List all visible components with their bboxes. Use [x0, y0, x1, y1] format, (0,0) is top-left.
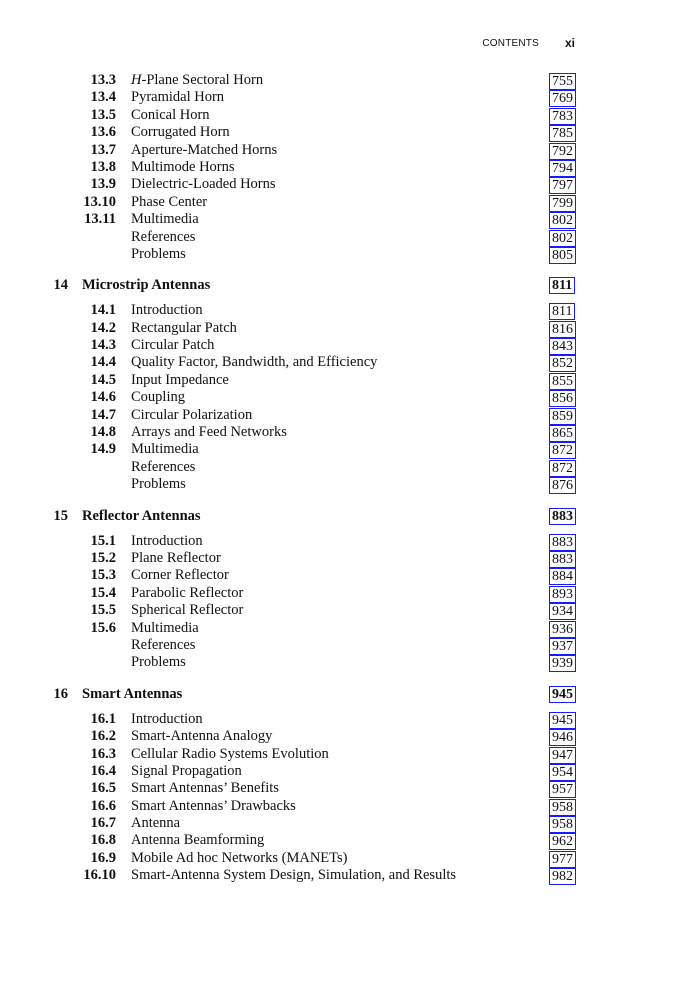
toc-page-link[interactable]: 783	[549, 108, 576, 125]
toc-entry-number: 14	[53, 277, 68, 294]
toc-entry-row	[0, 372, 683, 389]
toc-entry-number: 14.3	[90, 337, 116, 354]
toc-entry-row	[0, 89, 683, 106]
toc-entry-title: Coupling	[131, 389, 185, 406]
toc-entry-row	[0, 711, 683, 728]
toc-entry-title: Smart-Antenna System Design, Simulation, and Results	[131, 867, 457, 884]
toc-entry-row	[0, 585, 683, 602]
toc-entry-number: 13.9	[90, 176, 116, 193]
toc-entry-title: Mobile Ad hoc Networks (MANETs)	[131, 849, 348, 866]
toc-entry-title: Introduction	[131, 302, 203, 319]
toc-entry-row	[0, 302, 683, 319]
toc-entry-title: Arrays and Feed Networks	[131, 424, 287, 441]
header-label: CONTENTS	[482, 38, 539, 49]
toc-page-link[interactable]: 816	[549, 321, 576, 338]
toc-entry-row	[0, 389, 683, 406]
toc-entry-title: Multimedia	[131, 211, 199, 228]
toc-entry-number: 13.10	[83, 193, 116, 210]
toc-entry-number: 16.5	[90, 780, 116, 797]
toc-entry-title: Corrugated Horn	[131, 124, 230, 141]
toc-entry-row	[0, 746, 683, 763]
toc-entry-number: 16.7	[90, 815, 116, 832]
toc-entry-row	[0, 424, 683, 441]
toc-entry-title: Rectangular Patch	[131, 319, 237, 336]
toc-entry-title: Multimode Horns	[131, 158, 235, 175]
toc-entry-number: 16.8	[90, 832, 116, 849]
toc-page-link[interactable]: 962	[549, 833, 576, 850]
toc-page-link[interactable]: 802	[549, 230, 576, 247]
toc-page-link[interactable]: 946	[549, 729, 576, 746]
toc-entry-title: Conical Horn	[131, 106, 210, 123]
toc-entry-title: Spherical Reflector	[131, 602, 244, 619]
running-header	[0, 36, 683, 52]
toc-entry-title: Input Impedance	[131, 371, 229, 388]
toc-entry-row	[0, 763, 683, 780]
toc-entry-row	[0, 850, 683, 867]
toc-entry-title: Corner Reflector	[131, 567, 229, 584]
toc-page-link[interactable]: 893	[549, 586, 576, 603]
toc-entry-number: 14.1	[90, 302, 116, 319]
toc-entry-number: 16.4	[90, 762, 116, 779]
toc-entry-title: Introduction	[131, 710, 203, 727]
toc-entry-title: Multimedia	[131, 619, 199, 636]
toc-entry-row	[0, 441, 683, 458]
toc-page-link[interactable]: 883	[549, 551, 576, 568]
toc-entry-title: Antenna	[131, 815, 181, 832]
toc-entry-number: 13.8	[90, 158, 116, 175]
toc-page-link[interactable]: 856	[549, 390, 576, 407]
toc-entry-row	[0, 459, 683, 476]
toc-entry-row	[0, 867, 683, 884]
toc-entry-title: Antenna Beamforming	[131, 832, 265, 849]
toc-entry-title: Circular Polarization	[131, 406, 253, 423]
toc-entry-title: Cellular Radio Systems Evolution	[131, 745, 329, 762]
toc-entry-row	[0, 533, 683, 550]
toc-entry-title: References	[131, 636, 196, 653]
toc-entry-row	[0, 637, 683, 654]
toc-entry-number: 16.2	[90, 728, 116, 745]
toc-page-link[interactable]: 811	[549, 277, 575, 294]
toc-page-link[interactable]: 958	[549, 816, 576, 833]
toc-entry-row	[0, 124, 683, 141]
toc-page-link[interactable]: 811	[549, 303, 575, 320]
toc-chapter-row	[0, 503, 683, 529]
toc-page-link[interactable]: 947	[549, 747, 576, 764]
toc-page-link[interactable]: 934	[549, 603, 576, 620]
toc-entry-row	[0, 72, 683, 89]
toc-entry-row	[0, 654, 683, 671]
toc-entry-number: 16.3	[90, 745, 116, 762]
toc-page-link[interactable]: 977	[549, 851, 576, 868]
toc-page-link[interactable]: 876	[549, 477, 576, 494]
toc-entry-title: Problems	[131, 245, 186, 262]
toc-entry-row	[0, 476, 683, 493]
toc-entry-title: Smart Antennas’ Drawbacks	[131, 797, 296, 814]
toc-entry-number: 13.11	[84, 211, 116, 228]
toc-page-link[interactable]: 957	[549, 781, 576, 798]
toc-entry-row	[0, 159, 683, 176]
toc-entry-title: References	[131, 458, 196, 475]
toc-page-link[interactable]: 794	[549, 160, 576, 177]
toc-entry-row	[0, 246, 683, 263]
toc-entry-title: Smart Antennas’ Benefits	[131, 780, 279, 797]
toc-chapter-row	[0, 681, 683, 707]
toc-entry-title: Pyramidal Horn	[131, 89, 225, 106]
toc-page-link[interactable]: 937	[549, 638, 576, 655]
toc-entry-row	[0, 107, 683, 124]
toc-page-link[interactable]: 797	[549, 177, 576, 194]
toc-entry-row	[0, 620, 683, 637]
toc-entry-title: Plane Reflector	[131, 549, 221, 566]
toc-entry-number: 16.10	[83, 867, 116, 884]
toc-entry-title: Signal Propagation	[131, 762, 242, 779]
table-of-contents	[0, 72, 683, 885]
toc-page-link[interactable]: 865	[549, 425, 576, 442]
toc-entry-number: 14.9	[90, 441, 116, 458]
toc-page-link[interactable]: 799	[549, 195, 576, 212]
toc-entry-number: 13.3	[90, 72, 116, 88]
toc-entry-title: Quality Factor, Bandwidth, and Efficiency	[131, 354, 378, 371]
toc-entry-title: Parabolic Reflector	[131, 584, 244, 601]
toc-entry-title: Phase Center	[131, 193, 208, 210]
header-page-number: xi	[565, 36, 576, 50]
toc-entry-number: 15.6	[90, 619, 116, 636]
toc-page-link[interactable]: 936	[549, 621, 576, 638]
toc-entry-row	[0, 176, 683, 193]
toc-entry-row	[0, 832, 683, 849]
toc-entry-row	[0, 728, 683, 745]
toc-page-link[interactable]: 982	[549, 868, 576, 885]
toc-entry-row	[0, 567, 683, 584]
toc-entry-number: 15.4	[90, 584, 116, 601]
toc-chapter-row	[0, 272, 683, 298]
toc-entry-number: 14.4	[90, 354, 116, 371]
toc-page-link[interactable]: 859	[549, 408, 576, 425]
toc-entry-title: Smart-Antenna Analogy	[131, 728, 273, 745]
toc-entry-row	[0, 550, 683, 567]
toc-entry-number: 14.6	[90, 389, 116, 406]
toc-entry-number: 15.2	[90, 549, 116, 566]
toc-entry-title: Dielectric-Loaded Horns	[131, 176, 276, 193]
toc-page-link[interactable]: 843	[549, 338, 576, 355]
toc-entry-row	[0, 354, 683, 371]
toc-entry-row	[0, 780, 683, 797]
toc-entry-number: 13.6	[90, 124, 116, 141]
toc-entry-title: Aperture-Matched Horns	[131, 141, 278, 158]
toc-page-link[interactable]: 792	[549, 143, 576, 160]
toc-entry-title: Problems	[131, 476, 186, 493]
toc-page-link[interactable]: 945	[549, 686, 576, 703]
toc-entry-row	[0, 211, 683, 228]
toc-page-link[interactable]: 769	[549, 90, 576, 107]
toc-entry-row	[0, 229, 683, 246]
toc-page-link[interactable]: 785	[549, 125, 576, 142]
toc-entry-number: 16	[53, 685, 68, 702]
toc-entry-row	[0, 815, 683, 832]
toc-entry-title: Smart Antennas	[82, 685, 183, 702]
toc-entry-title: Reflector Antennas	[82, 507, 201, 524]
toc-entry-row	[0, 602, 683, 619]
toc-page-link[interactable]: 939	[549, 655, 576, 672]
toc-entry-title: Introduction	[131, 532, 203, 549]
toc-page-link[interactable]: 884	[549, 568, 576, 585]
toc-entry-number: 15.1	[90, 532, 116, 549]
toc-entry-title: References	[131, 228, 196, 245]
toc-entry-number: 16.9	[90, 849, 116, 866]
toc-entry-number: 13.4	[90, 89, 116, 106]
toc-entry-number: 13.5	[90, 106, 116, 123]
toc-entry-number: 15	[53, 507, 68, 524]
toc-entry-title: Multimedia	[131, 441, 199, 458]
toc-entry-row	[0, 194, 683, 211]
toc-page-link[interactable]: 958	[549, 799, 576, 816]
toc-entry-number: 15.5	[90, 602, 116, 619]
toc-page-link[interactable]: 805	[549, 247, 576, 264]
toc-entry-number: 14.7	[90, 406, 116, 423]
toc-page-link[interactable]: 883	[549, 534, 576, 551]
toc-page-link[interactable]: 855	[549, 373, 576, 390]
toc-page-link[interactable]: 802	[549, 212, 576, 229]
toc-entry-title: Microstrip Antennas	[82, 277, 211, 294]
toc-entry-number: 16.1	[90, 710, 116, 727]
toc-entry-number: 14.8	[90, 424, 116, 441]
toc-entry-row	[0, 320, 683, 337]
toc-entry-number: 13.7	[90, 141, 116, 158]
toc-page-link[interactable]: 954	[549, 764, 576, 781]
toc-entry-row	[0, 407, 683, 424]
toc-entry-number: 16.6	[90, 797, 116, 814]
toc-entry-row	[0, 337, 683, 354]
toc-entry-row	[0, 798, 683, 815]
toc-entry-number: 14.2	[90, 319, 116, 336]
toc-page-link[interactable]: 945	[549, 712, 576, 729]
toc-page-link[interactable]: 872	[549, 442, 576, 459]
toc-entry-number: 14.5	[90, 371, 116, 388]
toc-entry-number: 15.3	[90, 567, 116, 584]
toc-page-link[interactable]: 852	[549, 355, 576, 372]
toc-page-link[interactable]: 872	[549, 460, 576, 477]
toc-entry-title: H-Plane Sectoral Horn	[131, 72, 264, 88]
toc-entry-row	[0, 142, 683, 159]
toc-entry-title: Problems	[131, 654, 186, 671]
toc-page-link[interactable]: 883	[549, 508, 576, 525]
toc-entry-title: Circular Patch	[131, 337, 215, 354]
toc-page-link[interactable]: 755	[549, 73, 576, 90]
